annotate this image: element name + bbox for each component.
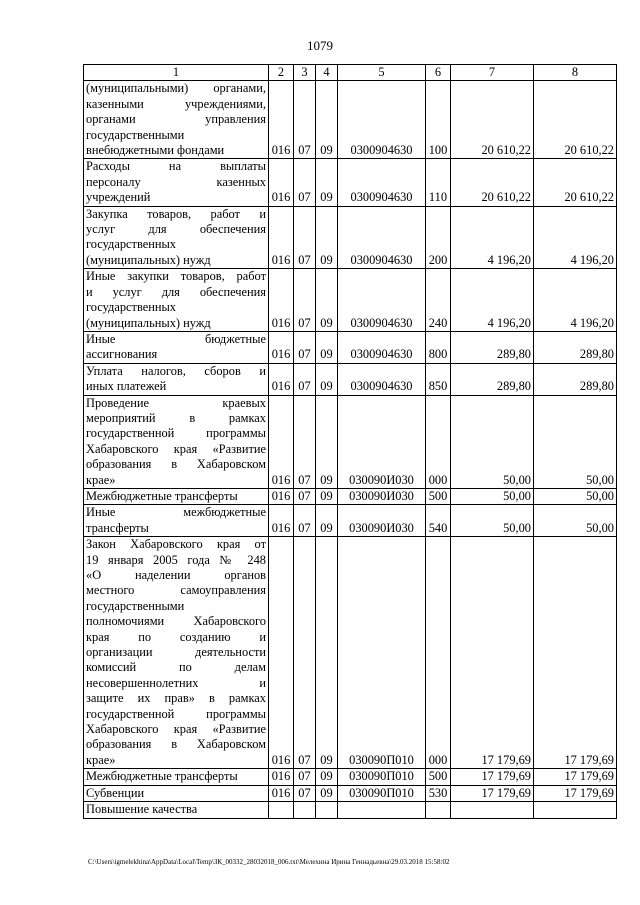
column-header: 6 <box>426 65 451 81</box>
table-row <box>84 802 617 818</box>
amount-approved: 20 610,22 <box>534 159 617 206</box>
amount-approved <box>534 802 617 818</box>
column-header: 2 <box>269 65 294 81</box>
description-line: Иные бюджетные <box>86 331 266 346</box>
section-code: 07 <box>294 505 316 537</box>
table-row <box>84 331 617 363</box>
subsection-code: 09 <box>316 269 338 332</box>
target-item-code: 030090П010 <box>338 537 426 769</box>
row-description <box>84 363 269 395</box>
table-row <box>84 363 617 395</box>
table-row <box>84 81 617 159</box>
expense-type-code: 500 <box>426 769 451 785</box>
expense-type-code: 850 <box>426 363 451 395</box>
column-header: 7 <box>451 65 534 81</box>
subsection-code <box>316 802 338 818</box>
amount-plan: 20 610,22 <box>451 81 534 159</box>
description-line: полномочиями Хабаровского <box>86 614 266 629</box>
description-line: защите их прав» в рамках <box>86 691 266 706</box>
section-code: 07 <box>294 206 316 269</box>
table-row <box>84 785 617 801</box>
ministry-code: 016 <box>269 331 294 363</box>
expense-type-code: 200 <box>426 206 451 269</box>
column-header: 8 <box>534 65 617 81</box>
description-line: и услуг для обеспечения <box>86 284 266 299</box>
subsection-code: 09 <box>316 488 338 504</box>
description-line: услуг для обеспечения <box>86 222 266 237</box>
amount-approved: 289,80 <box>534 331 617 363</box>
row-description <box>84 159 269 206</box>
description-line: Уплата налогов, сборов и <box>86 363 266 378</box>
file-path-footer: C:\Users\igmelekhina\AppData\Local\Temp\ЗК_00332_28032018_006.txt\Мелехина Ирина Геннадьевна\29.03.2018 15:58:02 <box>88 858 450 866</box>
description-line: государственными <box>86 127 185 142</box>
row-description <box>84 488 269 504</box>
amount-approved: 289,80 <box>534 363 617 395</box>
ministry-code: 016 <box>269 269 294 332</box>
description-line: Субвенции <box>86 785 145 800</box>
section-code: 07 <box>294 331 316 363</box>
description-line: Иные закупки товаров, работ <box>86 269 266 284</box>
description-line: персоналу казенных <box>86 174 266 189</box>
table-row <box>84 537 617 769</box>
description-line: (муниципальных) нужд <box>86 315 211 330</box>
expense-type-code: 000 <box>426 395 451 488</box>
budget-table <box>83 64 617 819</box>
ministry-code: 016 <box>269 785 294 801</box>
ministry-code: 016 <box>269 159 294 206</box>
description-line: края по созданию и <box>86 629 266 644</box>
description-line: органами управления <box>86 112 266 127</box>
subsection-code: 09 <box>316 505 338 537</box>
amount-plan: 289,80 <box>451 363 534 395</box>
subsection-code: 09 <box>316 395 338 488</box>
amount-plan: 50,00 <box>451 488 534 504</box>
row-description <box>84 537 269 769</box>
description-line: (муниципальных) нужд <box>86 252 211 267</box>
target-item-code: 030090И030 <box>338 488 426 504</box>
subsection-code: 09 <box>316 363 338 395</box>
amount-plan: 50,00 <box>451 505 534 537</box>
page-number: 1079 <box>307 38 333 53</box>
row-description <box>84 395 269 488</box>
target-item-code: 030090И030 <box>338 505 426 537</box>
description-line: иных платежей <box>86 379 167 394</box>
column-header: 5 <box>338 65 426 81</box>
description-line: Хабаровского края «Развитие <box>86 722 266 737</box>
amount-plan: 17 179,69 <box>451 769 534 785</box>
description-line: образования в Хабаровском <box>86 457 266 472</box>
amount-approved: 4 196,20 <box>534 269 617 332</box>
expense-type-code: 100 <box>426 81 451 159</box>
amount-plan: 17 179,69 <box>451 785 534 801</box>
description-line: Проведение краевых <box>86 395 266 410</box>
ministry-code <box>269 802 294 818</box>
target-item-code: 0300904630 <box>338 159 426 206</box>
expense-type-code: 530 <box>426 785 451 801</box>
row-description <box>84 81 269 159</box>
target-item-code: 030090П010 <box>338 785 426 801</box>
description-line: образования в Хабаровском <box>86 737 266 752</box>
description-line: местного самоуправления <box>86 583 266 598</box>
subsection-code: 09 <box>316 159 338 206</box>
amount-approved: 4 196,20 <box>534 206 617 269</box>
expense-type-code: 540 <box>426 505 451 537</box>
subsection-code: 09 <box>316 331 338 363</box>
table-row <box>84 206 617 269</box>
amount-approved: 50,00 <box>534 505 617 537</box>
expense-type-code: 500 <box>426 488 451 504</box>
description-line: мероприятий в рамках <box>86 410 266 425</box>
subsection-code: 09 <box>316 206 338 269</box>
table-row <box>84 159 617 206</box>
row-description <box>84 331 269 363</box>
description-line: Межбюджетные трансферты <box>86 769 238 784</box>
description-line: государственных <box>86 237 177 252</box>
target-item-code: 030090И030 <box>338 395 426 488</box>
row-description <box>84 769 269 785</box>
column-header: 3 <box>294 65 316 81</box>
amount-plan: 50,00 <box>451 395 534 488</box>
description-line: крае» <box>86 472 116 487</box>
target-item-code <box>338 802 426 818</box>
amount-approved: 50,00 <box>534 488 617 504</box>
description-line: организации деятельности <box>86 645 266 660</box>
amount-plan: 20 610,22 <box>451 159 534 206</box>
section-code: 07 <box>294 159 316 206</box>
amount-approved: 50,00 <box>534 395 617 488</box>
table-body <box>84 81 617 818</box>
ministry-code: 016 <box>269 537 294 769</box>
expense-type-code: 240 <box>426 269 451 332</box>
column-header: 1 <box>84 65 269 81</box>
description-line: государственной программы <box>86 706 266 721</box>
ministry-code: 016 <box>269 769 294 785</box>
section-code: 07 <box>294 785 316 801</box>
target-item-code: 0300904630 <box>338 331 426 363</box>
description-line: (муниципальными) органами, <box>86 81 266 96</box>
target-item-code: 0300904630 <box>338 363 426 395</box>
description-line: несовершеннолетних и <box>86 675 266 690</box>
description-line: Хабаровского края «Развитие <box>86 441 266 456</box>
description-line: Повышение качества <box>86 802 198 817</box>
section-code: 07 <box>294 81 316 159</box>
description-line: государственной программы <box>86 426 266 441</box>
description-line: Иные межбюджетные <box>86 505 266 520</box>
expense-type-code: 800 <box>426 331 451 363</box>
table-row <box>84 769 617 785</box>
description-line: государственными <box>86 598 185 613</box>
amount-approved: 17 179,69 <box>534 769 617 785</box>
description-line: казенными учреждениями, <box>86 96 266 111</box>
ministry-code: 016 <box>269 395 294 488</box>
row-description <box>84 269 269 332</box>
ministry-code: 016 <box>269 81 294 159</box>
description-line: Закон Хабаровского края от <box>86 537 266 552</box>
ministry-code: 016 <box>269 488 294 504</box>
description-line: Закупка товаров, работ и <box>86 206 266 221</box>
amount-plan: 289,80 <box>451 331 534 363</box>
target-item-code: 0300904630 <box>338 269 426 332</box>
expense-type-code: 000 <box>426 537 451 769</box>
section-code <box>294 802 316 818</box>
table-row <box>84 488 617 504</box>
amount-plan <box>451 802 534 818</box>
target-item-code: 0300904630 <box>338 81 426 159</box>
section-code: 07 <box>294 537 316 769</box>
row-description <box>84 206 269 269</box>
section-code: 07 <box>294 769 316 785</box>
table-row <box>84 505 617 537</box>
subsection-code: 09 <box>316 769 338 785</box>
target-item-code: 0300904630 <box>338 206 426 269</box>
amount-approved: 20 610,22 <box>534 81 617 159</box>
subsection-code: 09 <box>316 537 338 769</box>
amount-approved: 17 179,69 <box>534 537 617 769</box>
subsection-code: 09 <box>316 785 338 801</box>
description-line: Межбюджетные трансферты <box>86 488 238 503</box>
description-line: «О наделении органов <box>86 568 266 582</box>
section-code: 07 <box>294 395 316 488</box>
description-line: 19 января 2005 года № 248 <box>86 552 266 567</box>
description-line: учреждений <box>86 190 151 205</box>
amount-plan: 4 196,20 <box>451 269 534 332</box>
row-description <box>84 505 269 537</box>
column-header: 4 <box>316 65 338 81</box>
description-line: комиссий по делам <box>86 660 266 675</box>
table-row <box>84 269 617 332</box>
description-line: внебюджетными фондами <box>86 143 225 158</box>
ministry-code: 016 <box>269 505 294 537</box>
table-header-row <box>84 65 617 81</box>
table-row <box>84 395 617 488</box>
row-description <box>84 785 269 801</box>
ministry-code: 016 <box>269 363 294 395</box>
expense-type-code: 110 <box>426 159 451 206</box>
section-code: 07 <box>294 269 316 332</box>
section-code: 07 <box>294 363 316 395</box>
ministry-code: 016 <box>269 206 294 269</box>
subsection-code: 09 <box>316 81 338 159</box>
amount-plan: 4 196,20 <box>451 206 534 269</box>
description-line: трансферты <box>86 520 149 535</box>
description-line: крае» <box>86 752 116 767</box>
amount-approved: 17 179,69 <box>534 785 617 801</box>
target-item-code: 030090П010 <box>338 769 426 785</box>
description-line: государственных <box>86 300 177 315</box>
section-code: 07 <box>294 488 316 504</box>
expense-type-code <box>426 802 451 818</box>
description-line: ассигнования <box>86 347 158 362</box>
amount-plan: 17 179,69 <box>451 537 534 769</box>
description-line: Расходы на выплаты <box>86 159 266 174</box>
row-description <box>84 802 269 818</box>
